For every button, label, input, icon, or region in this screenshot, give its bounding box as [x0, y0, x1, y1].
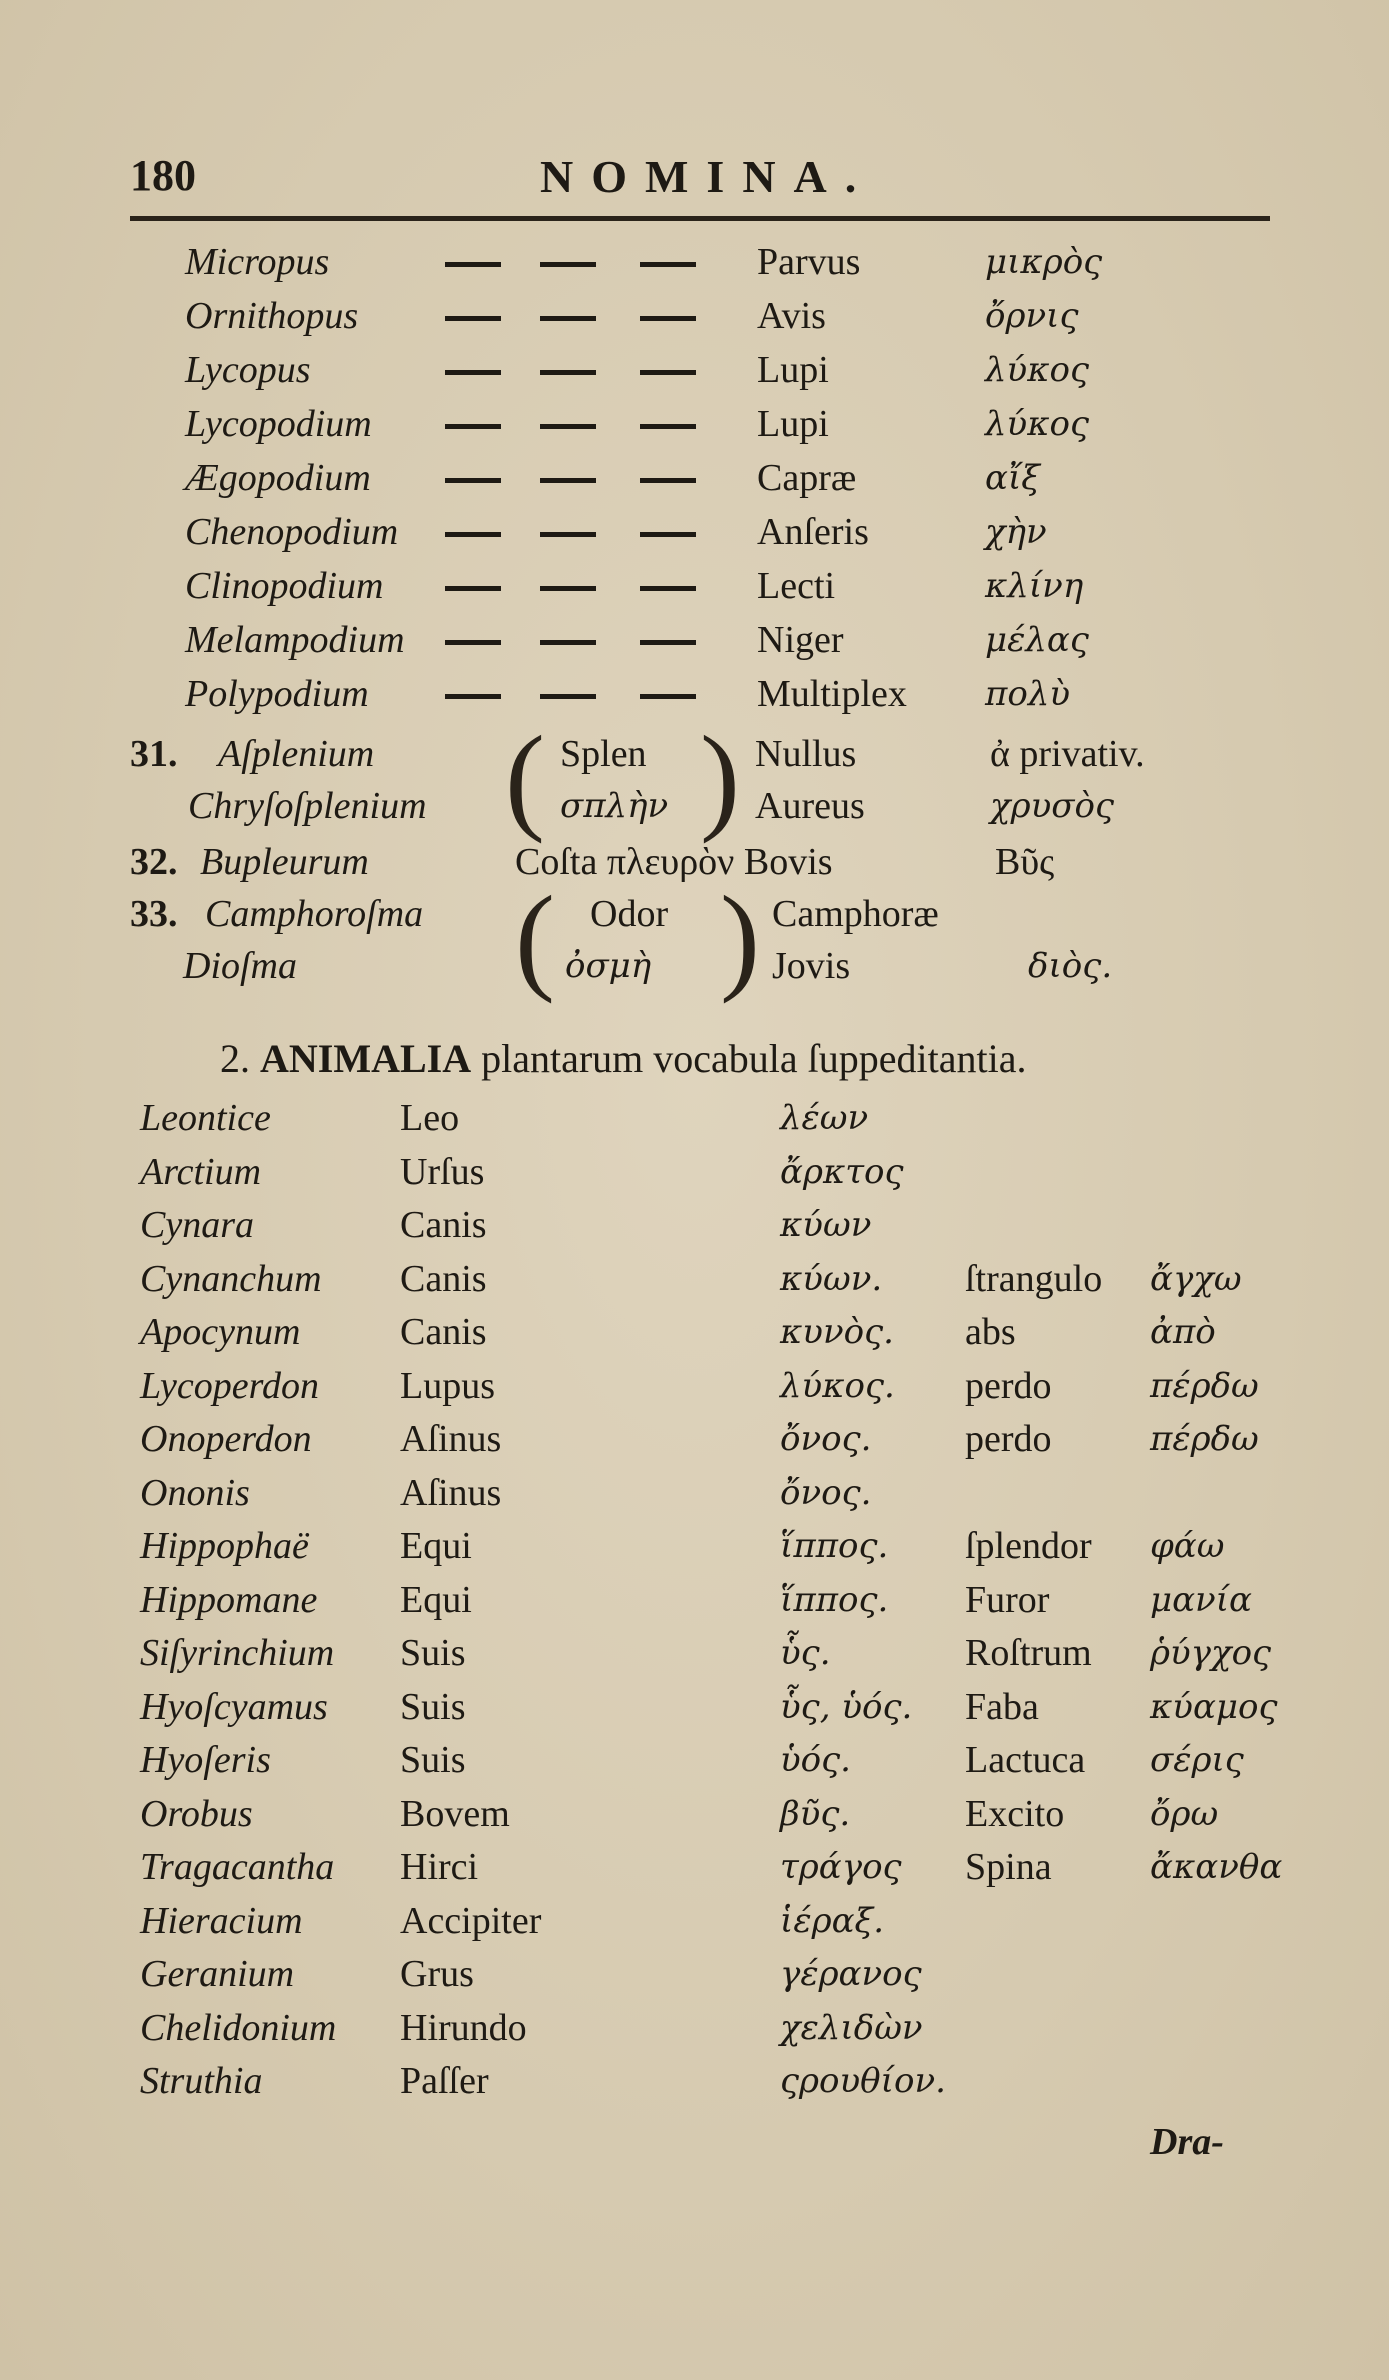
dash-rule [445, 640, 501, 645]
page-header [0, 150, 1389, 210]
root-greek: φάω [1150, 1526, 1225, 1566]
plant-name: Ornithopus [185, 295, 359, 337]
animal-latin: Equi [400, 1525, 472, 1567]
animal-row [0, 1360, 1389, 1412]
animal-row [0, 2055, 1389, 2107]
plant-name: Hippomane [140, 1578, 318, 1621]
plant-name: Hieracium [140, 1899, 303, 1942]
animal-latin: Canis [400, 1257, 487, 1300]
plant-name: Cynanchum [140, 1257, 322, 1300]
dash-rule [445, 478, 501, 483]
plant-name: Lycopodium [185, 403, 372, 445]
plant-name: Orobus [140, 1792, 253, 1835]
plant-name: Clinopodium [185, 565, 384, 607]
animal-row [0, 1199, 1389, 1251]
animal-row [0, 1092, 1389, 1144]
root-greek: ῥύγχος [1150, 1633, 1272, 1673]
dash-rule [640, 262, 696, 267]
plant-name: Arctium [140, 1150, 262, 1193]
plant-name: Hyoſeris [140, 1739, 271, 1781]
plant-name: Polypodium [185, 673, 369, 715]
animal-greek: ὑός. [780, 1740, 851, 1780]
animal-row [0, 1895, 1389, 1947]
dash-rule [445, 370, 501, 375]
dash-rule [640, 316, 696, 321]
animal-row [0, 1788, 1389, 1840]
meaning-latin: Anſeris [757, 511, 869, 553]
meaning-greek: μικρὸς [985, 242, 1103, 282]
animal-latin: Leo [400, 1097, 460, 1139]
dash-rule [540, 370, 596, 375]
animal-latin: Grus [400, 1953, 474, 1995]
section-number: 2. [220, 1036, 250, 1081]
animal-greek: χελιδὼν [780, 2007, 923, 2048]
plant-name: Lycoperdon [140, 1364, 319, 1407]
dash-rule [445, 694, 501, 699]
plant-name: Dioſma [183, 945, 297, 987]
root-latin: Lactuca [965, 1739, 1086, 1781]
plant-name: Struthia [140, 2060, 263, 2102]
meaning-greek: λύκος [985, 350, 1090, 390]
etymon-greek: σπλὴν [560, 786, 669, 826]
dash-rule [540, 694, 596, 699]
catchword: Dra- [1150, 2121, 1224, 2163]
plant-name: Siſyrinchium [140, 1632, 335, 1674]
meaning-greek: ἀ privativ. [990, 733, 1145, 775]
meaning-greek: χρυσὸς [990, 786, 1114, 826]
animal-row [0, 1948, 1389, 2000]
animal-latin: Canis [400, 1311, 487, 1353]
meaning-latin: Avis [757, 295, 826, 337]
meaning-greek: λύκος [985, 404, 1090, 444]
animal-greek: κύων. [780, 1258, 883, 1299]
entry-row [0, 236, 1389, 288]
entry-row [0, 452, 1389, 504]
animal-latin: Suis [400, 1632, 466, 1674]
dash-rule [540, 424, 596, 429]
animal-greek: ἵππος. [780, 1579, 889, 1620]
animal-greek: ἱέραξ. [780, 1900, 885, 1941]
plant-name: Bupleurum [200, 841, 369, 883]
dash-rule [445, 262, 501, 267]
animal-greek: ἄρκτος [780, 1151, 904, 1192]
animal-greek: τράγος [780, 1847, 902, 1887]
plant-name: Apocynum [140, 1311, 301, 1353]
meaning-latin: Nullus [755, 733, 857, 775]
animal-greek: ςρουθίον. [780, 2061, 946, 2101]
entry-row [0, 290, 1389, 342]
meaning-greek: Βῦς [995, 841, 1055, 883]
plant-name: Chenopodium [185, 511, 399, 553]
root-greek: ὄρω [1150, 1793, 1219, 1834]
meaning-greek: πολὺ [985, 674, 1071, 714]
animal-latin: Paſſer [400, 2060, 489, 2102]
animal-row [0, 1306, 1389, 1358]
entry-row [0, 668, 1389, 720]
dash-rule [540, 640, 596, 645]
dash-rule [540, 316, 596, 321]
animal-row [0, 1627, 1389, 1679]
bupleurum-row [0, 836, 1389, 888]
animal-row [0, 2002, 1389, 2054]
plant-name: Aſplenium [218, 733, 375, 775]
animal-latin: Aſinus [400, 1418, 502, 1460]
entry-row [0, 344, 1389, 396]
animal-greek: ὗς. [780, 1633, 831, 1673]
meaning-latin: Parvus [757, 241, 861, 283]
animal-greek: ἵππος. [780, 1526, 889, 1566]
animal-greek: ὄνος. [780, 1419, 872, 1459]
root-latin: abs [965, 1311, 1016, 1353]
root-latin: perdo [965, 1364, 1052, 1407]
dash-rule [445, 532, 501, 537]
plant-name: Tragacantha [140, 1846, 335, 1888]
animal-greek: λέων [780, 1098, 869, 1138]
animal-greek: ὄνος. [780, 1472, 872, 1513]
animal-row [0, 1734, 1389, 1786]
animal-row [0, 1681, 1389, 1733]
plant-name: Leontice [140, 1097, 271, 1139]
meaning-latin: Lecti [757, 565, 836, 607]
entry-row [0, 614, 1389, 666]
root-latin: Spina [965, 1846, 1052, 1888]
plant-name: Ononis [140, 1471, 250, 1514]
plant-name: Camphoroſma [205, 893, 424, 935]
plant-name: Lycopus [185, 349, 311, 391]
root-latin: ſtrangulo [965, 1257, 1103, 1300]
entry-row [0, 560, 1389, 612]
root-greek: ἄκανθα [1150, 1847, 1283, 1887]
plant-name: Chryſoſplenium [188, 785, 427, 827]
root-greek: σέρις [1150, 1740, 1244, 1780]
animal-row [0, 1146, 1389, 1198]
animal-row [0, 1413, 1389, 1465]
animal-latin: Hirundo [400, 2006, 527, 2049]
meaning-latin: Capræ [757, 457, 857, 499]
dash-rule [540, 532, 596, 537]
meaning-latin: Multiplex [757, 673, 907, 715]
meaning-latin: Lupi [757, 403, 829, 445]
plant-name: Hippophaë [140, 1525, 309, 1567]
root-latin: Roſtrum [965, 1632, 1092, 1674]
etymon-latin: Odor [590, 893, 669, 935]
animal-greek: κύων [780, 1205, 872, 1245]
root-latin: Faba [965, 1685, 1039, 1728]
root-greek: ἄγχω [1150, 1258, 1242, 1299]
animal-latin: Hirci [400, 1846, 479, 1888]
meaning-greek: μέλας [985, 620, 1089, 660]
animal-greek: γέρανος [780, 1954, 922, 1994]
dash-rule [640, 640, 696, 645]
dash-rule [640, 532, 696, 537]
root-latin: Furor [965, 1578, 1050, 1621]
animal-row [0, 1841, 1389, 1893]
animal-greek: λύκος. [780, 1365, 895, 1406]
entry-row [0, 506, 1389, 558]
right-brace: ) [700, 711, 740, 844]
entry-number: 33. [130, 893, 178, 935]
animal-row [0, 1574, 1389, 1626]
dash-rule [640, 586, 696, 591]
animal-greek: βῦς. [780, 1793, 851, 1834]
meaning-latin: Camphoræ [772, 893, 939, 935]
plant-name: Hyoſcyamus [140, 1685, 328, 1728]
dash-rule [540, 478, 596, 483]
right-brace: ) [720, 871, 760, 1004]
etymon-greek: ὀσμὴ [565, 946, 652, 986]
meaning-greek: ὄρνις [985, 296, 1079, 336]
dash-rule [445, 316, 501, 321]
animal-latin: Urſus [400, 1150, 485, 1193]
plant-name: Onoperdon [140, 1418, 312, 1460]
section-rest: plantarum vocabula ſuppeditantia. [481, 1036, 1027, 1081]
animal-row [0, 1253, 1389, 1305]
animal-row [0, 1467, 1389, 1519]
plant-name: Micropus [185, 241, 330, 283]
page-number: 180 [130, 151, 196, 200]
root-greek: ἀπὸ [1150, 1312, 1216, 1352]
animal-row [0, 1520, 1389, 1572]
root-greek: μανία [1150, 1579, 1253, 1620]
meaning-greek: κλίνη [985, 566, 1084, 606]
root-latin: perdo [965, 1418, 1052, 1460]
header-rule [130, 216, 1270, 221]
entry-number: 32. [130, 841, 178, 883]
dash-rule [640, 370, 696, 375]
meaning-greek: αἴξ [985, 458, 1041, 498]
meaning-latin: Jovis [772, 945, 851, 987]
dash-rule [640, 478, 696, 483]
animal-latin: Suis [400, 1685, 466, 1728]
plant-name: Geranium [140, 1953, 295, 1995]
entry-number: 31. [130, 733, 178, 775]
etymon: Coſta πλευρὸν Bovis [515, 841, 833, 883]
root-latin: ſplendor [965, 1525, 1092, 1567]
left-brace: ( [515, 871, 555, 1004]
plant-name: Melampodium [185, 619, 405, 661]
dash-rule [640, 424, 696, 429]
dash-rule [640, 694, 696, 699]
root-greek: κύαμος [1150, 1686, 1278, 1727]
root-greek: πέρδω [1150, 1365, 1259, 1406]
animal-latin: Canis [400, 1204, 487, 1246]
section-keyword: ANIMALIA [260, 1036, 472, 1081]
plant-name: Cynara [140, 1204, 254, 1246]
dash-rule [445, 424, 501, 429]
animal-latin: Bovem [400, 1792, 510, 1835]
left-brace: ( [505, 711, 545, 844]
dash-rule [540, 262, 596, 267]
animal-latin: Aſinus [400, 1471, 502, 1514]
animal-latin: Suis [400, 1739, 466, 1781]
animal-latin: Equi [400, 1578, 472, 1621]
animal-latin: Accipiter [400, 1899, 542, 1942]
plant-name: Ægopodium [185, 457, 371, 499]
animal-greek: κυνὸς. [780, 1312, 894, 1352]
root-greek: πέρδω [1150, 1419, 1259, 1459]
animal-latin: Lupus [400, 1364, 495, 1407]
animal-greek: ὗς, ὑός. [780, 1686, 913, 1727]
dash-rule [540, 586, 596, 591]
root-latin: Excito [965, 1792, 1065, 1835]
meaning-latin: Aureus [755, 785, 865, 827]
meaning-latin: Lupi [757, 349, 829, 391]
dash-rule [445, 586, 501, 591]
meaning-latin: Niger [757, 619, 844, 661]
plant-name: Chelidonium [140, 2006, 337, 2049]
section-heading [220, 1035, 1027, 1082]
entry-row [0, 398, 1389, 450]
meaning-greek: χὴν [985, 512, 1047, 552]
meaning-greek: διὸς. [1028, 946, 1113, 986]
etymon-latin: Splen [560, 733, 647, 775]
page-title: NOMINA. [540, 151, 875, 202]
